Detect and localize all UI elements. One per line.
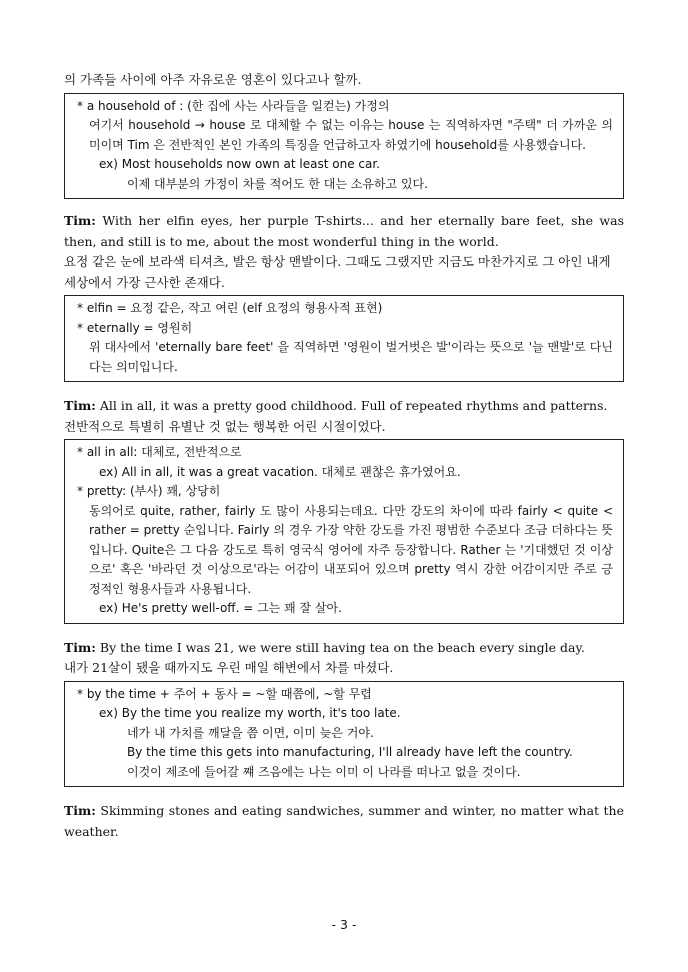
note-line: * a household of : (한 집에 사는 사라들을 일컫는) 가정의: [77, 98, 390, 113]
speaker-label: Tim:: [64, 639, 96, 655]
note-line: 네가 내 가치를 깨달을 쯤 이면, 이미 늦은 거야.: [127, 725, 374, 740]
note-line: ex) By the time you realize my worth, it's too late.: [99, 706, 401, 720]
note-line: ex) He's pretty well-off. = 그는 꽤 잘 살아.: [99, 601, 342, 615]
note-line: * elfin = 요정 같은, 작고 여린 (elf 요정의 형용사적 표현): [77, 301, 383, 315]
dialogue-tim-3: [64, 638, 624, 659]
dialogue-text: By the time I was 21, we were still having tea on the beach every single day.: [95, 639, 585, 655]
note-line: 이것이 제조에 들어갈 쨰 즈음에는 나는 이미 이 나라를 떠나고 없을 것이다.: [127, 764, 521, 779]
translation-1: 요정 같은 눈에 보라색 티셔츠, 발은 항상 맨발이다. 그때도 그랬지만 지금도 마찬가지로 그 아인 내게 세상에서 가장 근사한 존재다.: [64, 254, 611, 290]
dialogue-text: With her elfin eyes, her purple T-shirts... and her eternally bare feet, she was then, and still is to me, about the most wonderful thing in the world.: [64, 213, 624, 249]
note-line: 동의어로 quite, rather, fairly 도 많이 사용되는데요. 다만 강도의 차이에 따라 fairly < quite < rather = pretty 순입니다. Fairly 의 경우 가장 약한 강도를 가진 평범한 수준보다 조금 더하다는 뜻입니다. Quite은 그 다음 강도로 특히 영국식 영어에 자주 등장합니다. Rather 는 '기대했던 것 이상으로' 혹은 '바라던 것 이상으로'라는 어감이 내포되어 있으며 pretty 역시 강한 어감이지만 주로 긍정적인 형용사들과 사용됩니다.: [89, 503, 613, 596]
speaker-label: Tim:: [64, 398, 96, 413]
dialogue-tim-4: [64, 801, 624, 842]
dialogue-tim-1: [64, 211, 624, 252]
note-box-elfin: [64, 295, 624, 382]
note-box-household: [64, 93, 624, 200]
note-line: * eternally = 영원히: [77, 320, 193, 335]
dialogue-text: Skimming stones and eating sandwiches, summer and winter, no matter what the weather.: [64, 803, 624, 839]
note-line: * all in all: 대체로, 전반적으로: [77, 445, 242, 459]
note-line: ex) Most households now own at least one car.: [99, 157, 380, 171]
translation-3: 내가 21살이 됐을 때까지도 우린 매일 해변에서 차를 마셨다.: [64, 660, 394, 675]
note-box-by-the-time: [64, 681, 624, 788]
speaker-label: Tim:: [64, 213, 96, 228]
note-line: * by the time + 주어 + 동사 = ~할 때쯤에, ~할 무렵: [77, 686, 372, 701]
note-line: 여기서 household → house 로 대체할 수 없는 이유는 house 는 직역하자면 "주택" 더 가까운 의미이며 Tim 은 전반적인 본인 가족의 특징을 언급하고자 하였기에 household를 사용했습니다.: [89, 118, 613, 152]
note-line: 이제 대부분의 가정이 차를 적어도 한 대는 소유하고 있다.: [127, 176, 428, 191]
dialogue-tim-2: [64, 396, 624, 417]
note-line: By the time this gets into manufacturing, I'll already have left the country.: [127, 745, 573, 759]
note-line: * pretty: (부사) 꽤, 상당히: [77, 484, 221, 498]
document-page: [64, 70, 624, 842]
note-line: 위 대사에서 'eternally bare feet' 을 직역하면 '영원이 벌거벗은 발'이라는 뜻으로 '늘 맨발'로 다닌다는 의미입니다.: [89, 340, 613, 374]
note-box-all-in-all: [64, 439, 624, 624]
speaker-label: Tim:: [64, 803, 96, 818]
translation-2: 전반적으로 특별히 유별난 것 없는 행복한 어린 시절이었다.: [64, 418, 386, 434]
top-line: 의 가족들 사이에 아주 자유로운 영혼이 있다고나 할까.: [64, 72, 362, 87]
note-line: ex) All in all, it was a great vacation. 대체로 괜찮은 휴가였어요.: [99, 464, 461, 479]
dialogue-text: All in all, it was a pretty good childhood. Full of repeated rhythms and patterns.: [95, 398, 608, 413]
page-number: - 3 -: [331, 917, 357, 932]
